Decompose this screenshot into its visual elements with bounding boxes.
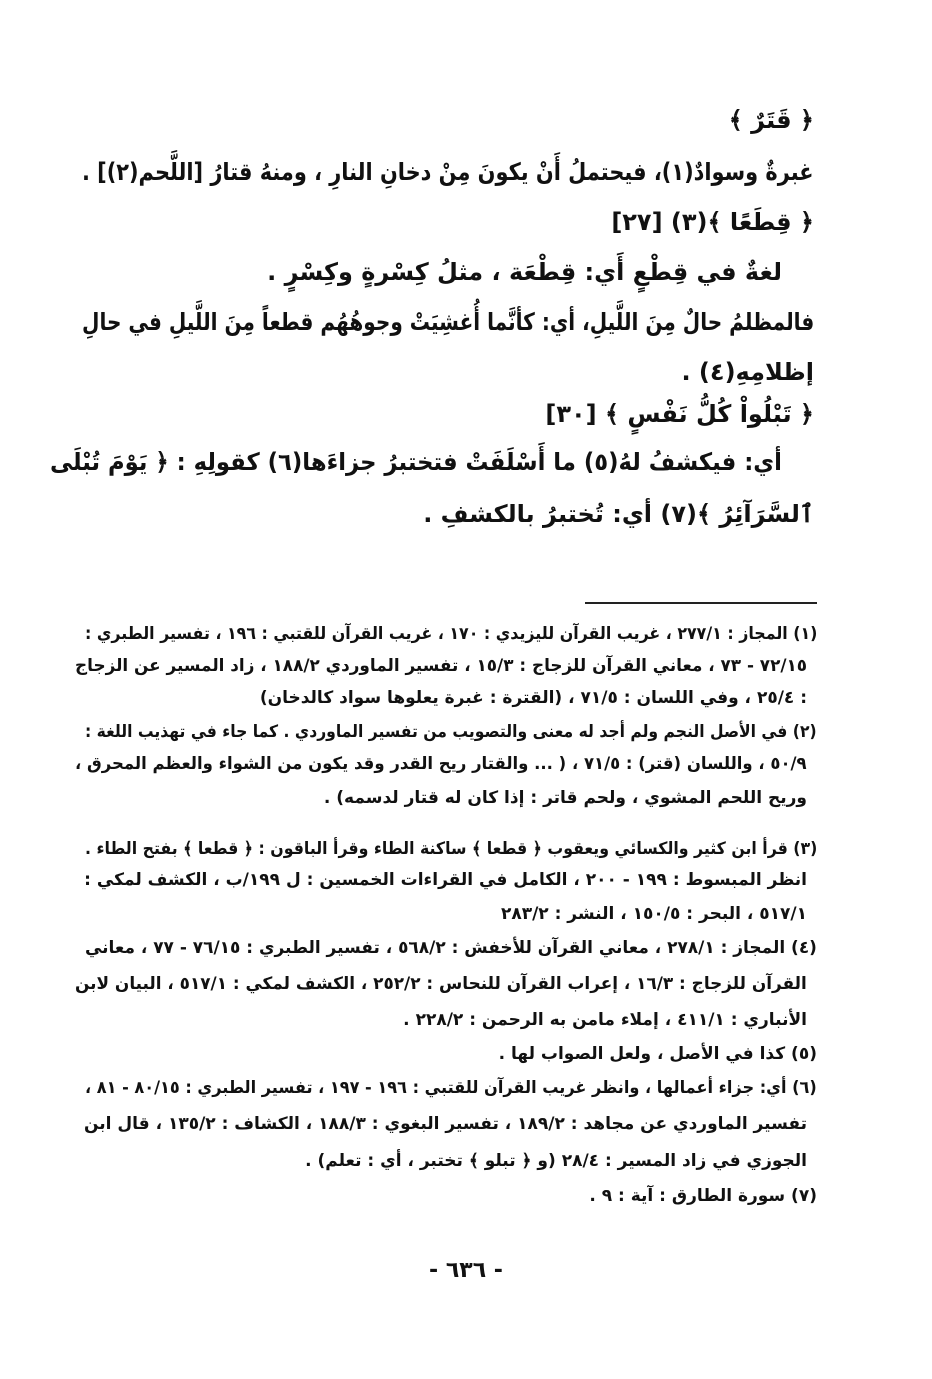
main-text-line: فالمظلمُ حالٌ مِنَ اللَّيلِ، أي: كأنَّما أُغشِيَتْ وجوهُهُم قطعاً مِنَ اللَّيلِ في حالِ [81,308,814,336]
footnote-separator [585,602,817,604]
footnote-line: (٤) المجاز : ٢٧٨/١ ، معاني القرآن للأخفش : ٥٦٨/٢ ، تفسير الطبري : ٧٦/١٥ - ٧٧ ، معاني [85,938,817,958]
footnote-line: ٥١٧/١ ، البحر : ١٥٠/٥ ، النشر : ٢٨٣/٢ [500,904,807,924]
footnote-line: (٣) قرأ ابن كثير والكسائي ويعقوب ﴿ قطعا ﴾ ساكنة الطاء وقرأ الباقون : ﴿ قطعا ﴾ بفتح الطاء . [84,839,817,859]
footnote-line: (٧) سورة الطارق : آية : ٩ . [589,1186,817,1206]
footnote-line: الجوزي في زاد المسير : ٢٨/٤ (و ﴿ تبلو ﴾ تختبر ، أي : تعلم) . [305,1151,807,1171]
main-text-line: إظلامِهِ(٤) . [681,358,814,386]
footnote-line: الأنباري : ٤١١/١ ، إملاء مامن به الرحمن : ٢٢٨/٢ . [403,1010,807,1030]
main-text-line: لغةٌ في قِطْعٍ أَي: قِطْعَة ، مثلُ كِسْرةٍ وكِسْرٍ . [267,258,782,286]
entry-heading-qatar: ﴿ قَتَرٌ ﴾ [728,106,814,134]
footnote-line: تفسير الماوردي عن مجاهد : ١٨٩/٢ ، تفسير البغوي : ١٨٨/٣ ، الكشاف : ١٣٥/٢ ، قال ابن [83,1114,807,1134]
footnote-line: (٦) أي: جزاء أعمالها ، وانظر غريب القرآن للقتبي : ١٩٦ - ١٩٧ ، تفسير الطبري : ٨٠/١٥ - ٨١ ، [85,1078,817,1098]
footnote-line: انظر المبسوط : ١٩٩ - ٢٠٠ ، الكامل في القراءات الخمسين : ل ١٩٩/ب ، الكشف لمكي : [84,870,807,890]
footnote-line: وريح اللحم المشوي ، ولحم قاتر : إذا كان له قتار لدسمه) . [323,788,807,808]
footnote-line: ٥٠/٩ ، واللسان (قتر) : ٧١/٥ ، ( ... والقتار ريح القدر وقد يكون من الشواء والعظم المحرق ، [75,754,807,774]
footnote-line: القرآن للزجاج : ١٦/٣ ، إعراب القرآن للنحاس : ٢٥٢/٢ ، الكشف لمكي : ٥١٧/١ ، البيان لابن [75,974,807,994]
main-text-line: أي: فيكشفُ لهُ(٥) ما أَسْلَفَتْ فتختبرُ جزاءَها(٦) كقولِهِ : ﴿ يَوْمَ تُبْلَى [50,448,782,476]
footnote-line: ٧٢/١٥ - ٧٣ ، معاني القرآن للزجاج : ١٥/٣ ، تفسير الماوردي ١٨٨/٢ ، زاد المسير عن الزجاج [74,656,807,676]
main-text-line: غبرةٌ وسوادٌ(١)، فيحتملُ أَنْ يكونَ مِنْ دخانِ النارِ ، ومنهُ قتارُ [اللَّحم(٢)] . [82,158,814,186]
footnote-line: : ٢٥/٤ ، وفي اللسان : ٧١/٥ ، (القترة : غبرة يعلوها سواد كالدخان) [259,688,807,708]
main-text-line: ٱلسَّرَآئِرُ ﴾(٧) أي: تُختبرُ بالكشفِ . [423,500,814,528]
entry-heading-qitaan: ﴿ قِطَعًا ﴾(٣) [٢٧] [611,208,814,236]
entry-heading-tablu: ﴿ تَبْلُواْ كُلُّ نَفْسٍ ﴾ [٣٠] [545,400,814,428]
page-number: - ٦٣٦ - [429,1258,503,1283]
footnote-line: (٢) في الأصل النجم ولم أجد له معنى والتصويب من تفسير الماوردي . كما جاء في تهذيب اللغة : [85,722,817,742]
footnote-line: (٥) كذا في الأصل ، ولعل الصواب لها . [498,1044,817,1064]
footnote-line: (١) المجاز : ٢٧٧/١ ، غريب القرآن لليزيدي : ١٧٠ ، غريب القرآن للقتبي : ١٩٦ ، تفسير الطبري : [84,624,817,644]
